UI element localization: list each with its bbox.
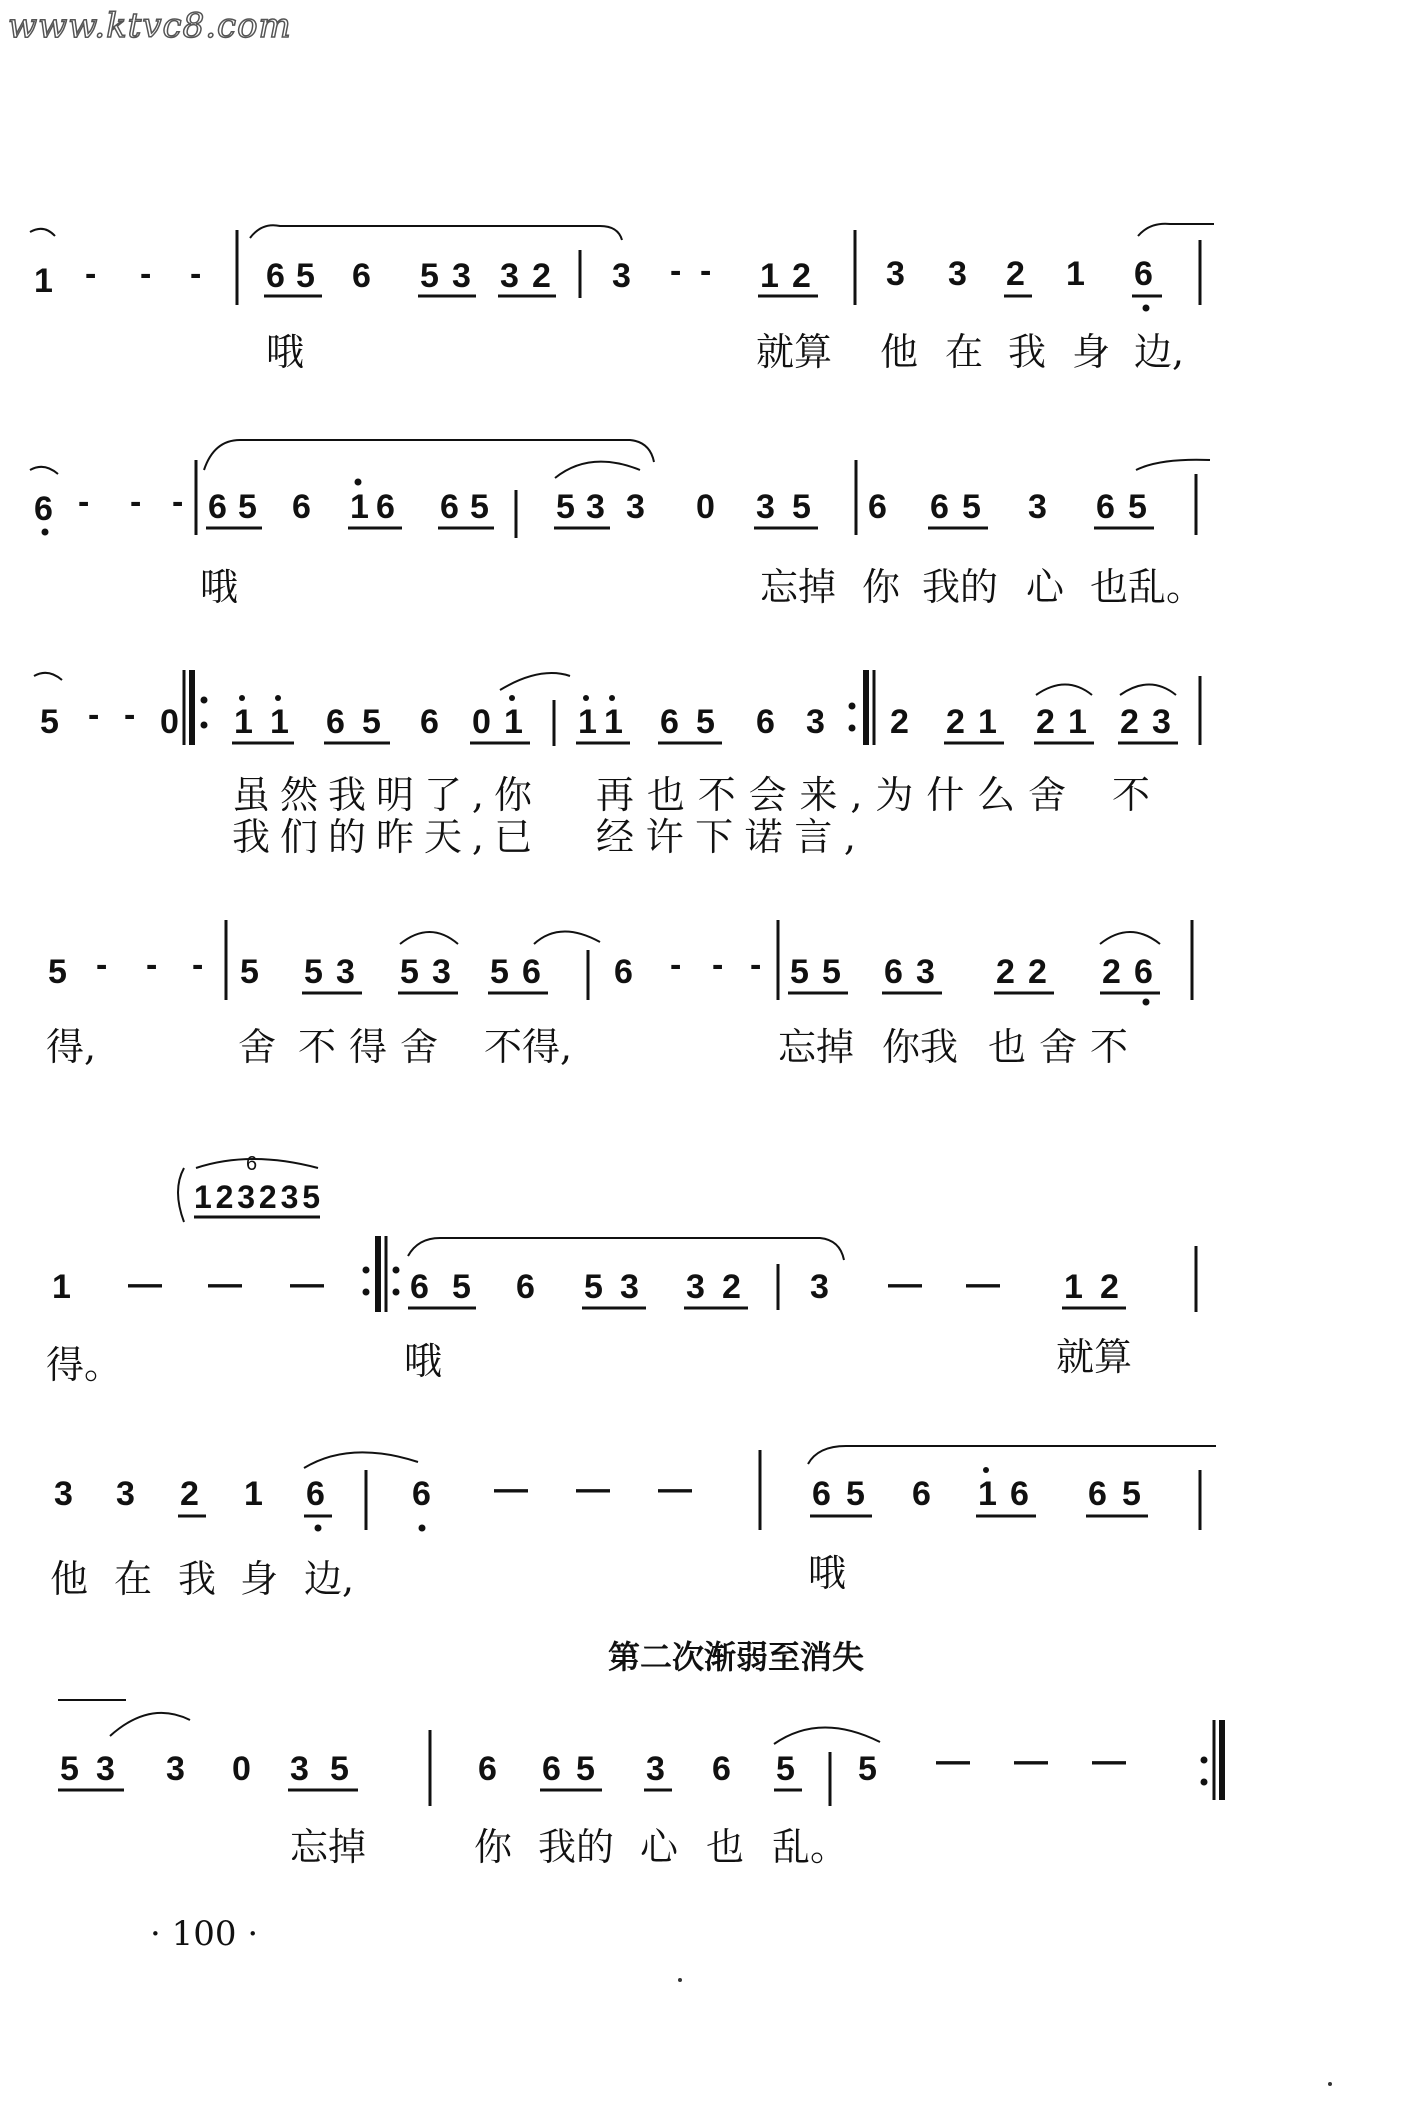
- note: 6: [34, 490, 53, 528]
- note: —: [494, 1470, 528, 1508]
- slur: [808, 1446, 1216, 1464]
- note: 1: [270, 703, 289, 741]
- note: 6: [868, 488, 887, 526]
- lyric: 忘掉: [778, 1025, 855, 1069]
- note: -: [172, 483, 184, 521]
- note: 1: [604, 703, 623, 741]
- note: 3: [432, 953, 451, 991]
- note: 5: [1128, 488, 1147, 526]
- note: -: [124, 696, 136, 734]
- note: 2: [1028, 953, 1047, 991]
- note: 6: [542, 1750, 561, 1788]
- note: 5: [790, 953, 809, 991]
- note: 6: [420, 703, 439, 741]
- note: 3: [646, 1750, 665, 1788]
- note: 2: [532, 257, 551, 295]
- note: 6: [208, 488, 227, 526]
- note: 6: [912, 1475, 931, 1513]
- lyric: 乱。: [772, 1825, 849, 1869]
- slur: [110, 1713, 190, 1736]
- slur: [534, 931, 600, 944]
- note: 6: [516, 1268, 535, 1306]
- tie-mark: [30, 467, 58, 474]
- note: -: [190, 255, 202, 293]
- note: 6: [614, 953, 633, 991]
- note: 5: [240, 953, 259, 991]
- note: —: [576, 1470, 610, 1508]
- note: 1: [234, 703, 253, 741]
- note: 5: [238, 488, 257, 526]
- lyric: 得。: [46, 1343, 123, 1387]
- note: 5: [696, 703, 715, 741]
- lyric: 心: [640, 1825, 679, 1869]
- lyric: 在: [945, 330, 984, 374]
- note: 2: [1120, 703, 1139, 741]
- note: -: [88, 696, 100, 734]
- note: 6: [266, 257, 285, 295]
- page-number: · 100 ·: [150, 1914, 259, 1954]
- note: 1: [34, 262, 53, 300]
- note: 3: [886, 255, 905, 293]
- note: 1: [350, 488, 369, 526]
- note: 5: [362, 703, 381, 741]
- note: 1: [978, 1475, 997, 1513]
- slur: [1120, 685, 1176, 696]
- lyric: 你我: [882, 1025, 959, 1069]
- lyric: 不得舍: [298, 1025, 438, 1069]
- note: 3: [806, 703, 825, 741]
- note: —: [888, 1265, 922, 1303]
- note: 1: [978, 703, 997, 741]
- lyric: 身: [1072, 330, 1111, 374]
- note: 1: [52, 1268, 71, 1306]
- note: 6: [1088, 1475, 1107, 1513]
- note: 5: [490, 953, 509, 991]
- slur: [204, 440, 654, 470]
- slur: [774, 1727, 880, 1744]
- note: 3: [1152, 703, 1171, 741]
- note: 2: [1036, 703, 1055, 741]
- lyric: 哦: [266, 330, 305, 374]
- note: 6: [884, 953, 903, 991]
- note: 3: [500, 257, 519, 295]
- slur: [304, 1452, 418, 1468]
- note: -: [140, 255, 152, 293]
- note: 6: [930, 488, 949, 526]
- tie-mark: [34, 673, 62, 680]
- grace-tuplet: 6: [246, 1153, 258, 1175]
- lyric: 我的: [538, 1825, 615, 1869]
- note: 5: [822, 953, 841, 991]
- note: —: [290, 1265, 324, 1303]
- note: 6: [756, 703, 775, 741]
- note: 3: [620, 1268, 639, 1306]
- score-row-2: [30, 440, 1210, 609]
- lyric-verse-1: 不: [1112, 773, 1151, 817]
- note: 6: [292, 488, 311, 526]
- note: 6: [412, 1475, 431, 1513]
- slur: [400, 932, 458, 944]
- lyric: 也舍不: [988, 1025, 1128, 1069]
- note: 3: [452, 257, 471, 295]
- note: 3: [290, 1750, 309, 1788]
- note: 5: [858, 1750, 877, 1788]
- note: 6: [1134, 953, 1153, 991]
- note: 1: [504, 703, 523, 741]
- note: 5: [962, 488, 981, 526]
- note: 0: [472, 703, 491, 741]
- lyric: 我的: [922, 565, 999, 609]
- note: 5: [60, 1750, 79, 1788]
- note: 1: [1066, 255, 1085, 293]
- note: —: [1092, 1742, 1126, 1780]
- note: 3: [948, 255, 967, 293]
- score-row-4: [46, 920, 1192, 1069]
- note: —: [1014, 1742, 1048, 1780]
- note: 2: [890, 703, 909, 741]
- note: 2: [180, 1475, 199, 1513]
- note: -: [78, 483, 90, 521]
- lyric: 他: [880, 330, 919, 374]
- note: 5: [330, 1750, 349, 1788]
- note: 2: [946, 703, 965, 741]
- lyric: 不得,: [484, 1025, 573, 1069]
- lyric: 就算: [756, 330, 833, 374]
- note: 3: [1028, 488, 1047, 526]
- lyric: 边,: [1134, 330, 1185, 374]
- note: 6: [660, 703, 679, 741]
- lyric: 就算: [1056, 1335, 1133, 1379]
- lyric: 边,: [304, 1557, 355, 1601]
- lyric: 在: [114, 1557, 153, 1601]
- note: 3: [166, 1750, 185, 1788]
- note: 5: [556, 488, 575, 526]
- watermark: www.ktvc8.com: [8, 6, 292, 46]
- performance-direction: 第二次渐弱至消失: [608, 1638, 865, 1676]
- lyric: 你: [474, 1825, 513, 1869]
- score-row-1: [30, 224, 1214, 374]
- note: 1: [1064, 1268, 1083, 1306]
- lyric: 忘掉: [760, 565, 837, 609]
- note: 5: [40, 703, 59, 741]
- note: 2: [1102, 953, 1121, 991]
- lyric: 他: [50, 1557, 89, 1601]
- note: 6: [306, 1475, 325, 1513]
- slur: [1138, 224, 1214, 236]
- note: 5: [1122, 1475, 1141, 1513]
- note: -: [750, 946, 762, 984]
- lyric: 身: [240, 1557, 279, 1601]
- lyric: 得,: [46, 1025, 97, 1069]
- note: 5: [846, 1475, 865, 1513]
- score-row-5: [46, 1153, 1196, 1387]
- note: 6: [712, 1750, 731, 1788]
- slur: [408, 1238, 844, 1260]
- note: 6: [440, 488, 459, 526]
- note: 5: [304, 953, 323, 991]
- note: 3: [756, 488, 775, 526]
- slur: [500, 673, 570, 690]
- note: 0: [232, 1750, 251, 1788]
- lyric: 哦: [808, 1551, 847, 1595]
- note: 3: [612, 257, 631, 295]
- slur: [1100, 932, 1160, 944]
- grace-notes: 123235: [194, 1179, 320, 1215]
- note: —: [128, 1265, 162, 1303]
- lyric: 你: [862, 565, 901, 609]
- note: 2: [722, 1268, 741, 1306]
- note: 5: [400, 953, 419, 991]
- note: 0: [696, 488, 715, 526]
- note: 6: [1134, 255, 1153, 293]
- note: 2: [996, 953, 1015, 991]
- grace-bracket: [178, 1168, 184, 1222]
- score-row-7: [58, 1700, 1222, 1869]
- lyric: 忘掉: [290, 1825, 367, 1869]
- note: 6: [352, 257, 371, 295]
- note: —: [936, 1742, 970, 1780]
- note: 5: [470, 488, 489, 526]
- lyric: 也乱。: [1090, 565, 1205, 609]
- lyric: 也: [706, 1825, 745, 1869]
- note: 3: [96, 1750, 115, 1788]
- note: 3: [54, 1475, 73, 1513]
- note: 2: [1100, 1268, 1119, 1306]
- lyric-verse-2: 我们的昨天,已: [232, 815, 532, 859]
- note: 5: [296, 257, 315, 295]
- note: 6: [1096, 488, 1115, 526]
- note: 3: [626, 488, 645, 526]
- note: 5: [576, 1750, 595, 1788]
- note: 5: [776, 1750, 795, 1788]
- note: 0: [160, 703, 179, 741]
- note: 6: [376, 488, 395, 526]
- note: 1: [244, 1475, 263, 1513]
- note: 5: [452, 1268, 471, 1306]
- note: 5: [48, 953, 67, 991]
- note: -: [700, 252, 712, 290]
- note: —: [966, 1265, 1000, 1303]
- note: 5: [420, 257, 439, 295]
- note: -: [85, 255, 97, 293]
- note: 3: [586, 488, 605, 526]
- lyric-verse-2: 经许下诺言,: [596, 815, 856, 859]
- note: 3: [116, 1475, 135, 1513]
- note: 5: [792, 488, 811, 526]
- note: 3: [686, 1268, 705, 1306]
- slur: [1036, 685, 1092, 696]
- note: 6: [326, 703, 345, 741]
- note: 6: [522, 953, 541, 991]
- lyric-verse-1: 再也不会来,为什么舍: [596, 773, 1066, 817]
- lyric: 心: [1026, 565, 1065, 609]
- lyric-verse-1: 虽然我明了,你: [232, 773, 532, 817]
- slur: [1136, 460, 1210, 470]
- note: 3: [916, 953, 935, 991]
- slur: [555, 462, 640, 478]
- note: —: [208, 1265, 242, 1303]
- note: -: [712, 946, 724, 984]
- lyric: 我: [1008, 330, 1047, 374]
- note: —: [658, 1470, 692, 1508]
- note: 3: [336, 953, 355, 991]
- lyric: 我: [178, 1557, 217, 1601]
- note: -: [96, 946, 108, 984]
- note: 1: [1068, 703, 1087, 741]
- note: -: [130, 483, 142, 521]
- lyric: 舍: [238, 1025, 277, 1069]
- note: 2: [1006, 255, 1025, 293]
- lyric: 哦: [404, 1339, 443, 1383]
- tie-mark: [30, 229, 55, 236]
- note: 1: [578, 703, 597, 741]
- note: -: [192, 946, 204, 984]
- score-row-3: [34, 670, 1200, 859]
- note: 2: [792, 257, 811, 295]
- note: 6: [410, 1268, 429, 1306]
- note: -: [670, 946, 682, 984]
- note: 6: [1010, 1475, 1029, 1513]
- note: -: [670, 252, 682, 290]
- note: 6: [478, 1750, 497, 1788]
- note: 5: [584, 1268, 603, 1306]
- lyric: 哦: [200, 565, 239, 609]
- note: 1: [760, 257, 779, 295]
- note: -: [146, 946, 158, 984]
- note: 3: [810, 1268, 829, 1306]
- slur: [250, 225, 622, 240]
- score-row-6: [50, 1446, 1216, 1601]
- note: 6: [812, 1475, 831, 1513]
